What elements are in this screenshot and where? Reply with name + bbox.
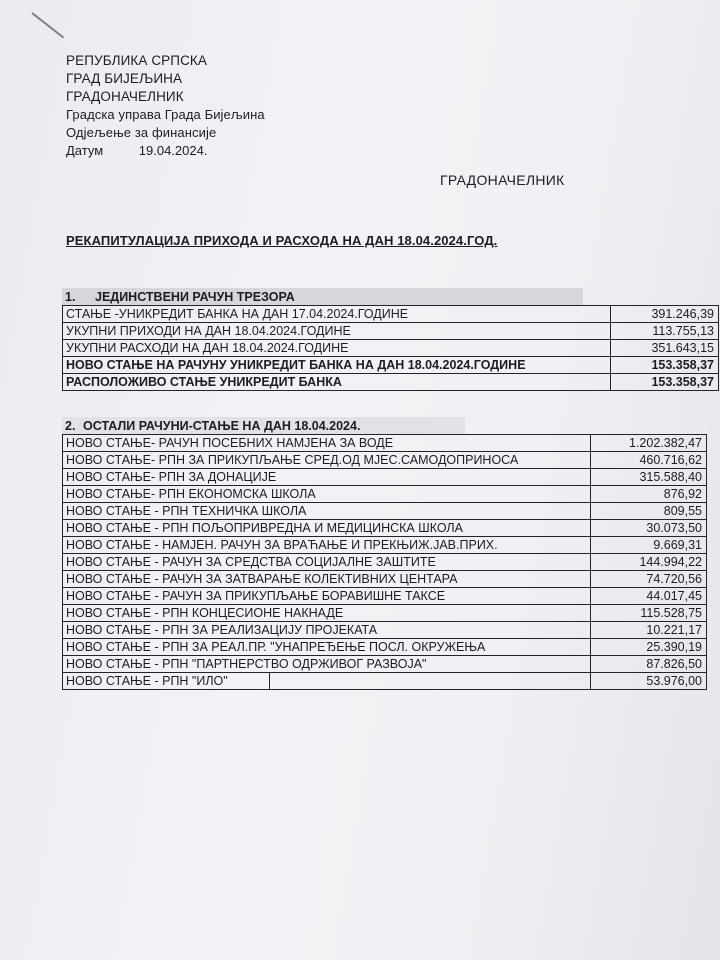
row-amount: 315.588,40 (591, 469, 707, 486)
table-row (63, 588, 707, 605)
row-label: НОВО СТАЊЕ - РАЧУН ЗА ПРИКУПЉАЊЕ БОРАВИШНЕ ТАКСЕ (63, 588, 591, 605)
row-label: НОВО СТАЊЕ - РПН "ПАРТНЕРСТВО ОДРЖИВОГ РАЗВОЈА" (63, 656, 591, 673)
row-label: УКУПНИ РАСХОДИ НА ДАН 18.04.2024.ГОДИНЕ (63, 340, 611, 357)
row-label: НОВО СТАЊЕ- РПН ЗА ПРИКУПЉАЊЕ СРЕД.ОД МЈЕС.САМОДОПРИНОСА (63, 452, 591, 469)
table-row (63, 673, 707, 690)
other-accounts-table (62, 434, 707, 690)
letterhead-line: ГРАД БИЈЕЉИНА (66, 71, 183, 86)
table-row (63, 357, 719, 374)
row-label: НОВО СТАЊЕ - РПН КОНЦЕСИОНЕ НАКНАДЕ (63, 605, 591, 622)
table-row (63, 452, 707, 469)
row-amount: 87.826,50 (591, 656, 707, 673)
row-amount: 115.528,75 (591, 605, 707, 622)
section-2-number: 2. (65, 419, 76, 433)
section-1-heading (62, 288, 583, 305)
row-amount: 53.976,00 (591, 673, 707, 690)
row-label: НОВО СТАЊЕ - РАЧУН ЗА СРЕДСТВА СОЦИЈАЛНЕ ЗАШТИТЕ (63, 554, 591, 571)
row-label-cell (63, 673, 591, 690)
row-amount: 9.669,31 (591, 537, 707, 554)
table-row (63, 340, 719, 357)
table-row (63, 486, 707, 503)
row-label: НОВО СТАЊЕ - РПН ПОЉОПРИВРЕДНА И МЕДИЦИНСКА ШКОЛА (63, 520, 591, 537)
row-label: НОВО СТАЊЕ- РПН ЕКОНОМСКА ШКОЛА (63, 486, 591, 503)
row-label: УКУПНИ ПРИХОДИ НА ДАН 18.04.2024.ГОДИНЕ (63, 323, 611, 340)
table-row (63, 554, 707, 571)
recipient: ГРАДОНАЧЕЛНИК (440, 172, 565, 188)
row-label: НОВО СТАЊЕ- РПН ЗА ДОНАЦИЈЕ (63, 469, 591, 486)
table-row (63, 503, 707, 520)
section-1-number: 1. (65, 290, 76, 304)
table-row (63, 656, 707, 673)
row-label: НОВО СТАЊЕ - РАЧУН ЗА ЗАТВАРАЊЕ КОЛЕКТИВНИХ ЦЕНТАРА (63, 571, 591, 588)
letterhead-line: Градска управа Града Бијељина (66, 107, 265, 122)
row-label: НОВО СТАЊЕ - РПН ТЕХНИЧКА ШКОЛА (63, 503, 591, 520)
treasury-account-table (62, 305, 719, 391)
section-2-title: ОСТАЛИ РАЧУНИ-СТАЊЕ НА ДАН 18.04.2024. (83, 419, 361, 433)
table-row (63, 639, 707, 656)
table-row (63, 374, 719, 391)
row-amount: 153.358,37 (611, 374, 719, 391)
row-amount: 876,92 (591, 486, 707, 503)
table-row (63, 469, 707, 486)
row-label: НОВО СТАЊЕ- РАЧУН ПОСЕБНИХ НАМЈЕНА ЗА ВОДЕ (63, 435, 591, 452)
pen-mark (31, 12, 64, 38)
row-amount: 391.246,39 (611, 306, 719, 323)
row-amount: 1.202.382,47 (591, 435, 707, 452)
date-value: 19.04.2024. (138, 143, 208, 158)
table-row (63, 622, 707, 639)
table-row (63, 520, 707, 537)
row-amount: 113.755,13 (611, 323, 719, 340)
table-row (63, 306, 719, 323)
row-amount: 351.643,15 (611, 340, 719, 357)
letterhead-line: РЕПУБЛИКА СРПСКА (66, 53, 208, 68)
document-title: РЕКАПИТУЛАЦИЈА ПРИХОДА И РАСХОДА НА ДАН 18.04.2024.ГОД. (66, 233, 498, 248)
table-row (63, 323, 719, 340)
row-label: НОВО СТАЊЕ - РПН "ИЛО" (63, 673, 270, 689)
row-amount: 809,55 (591, 503, 707, 520)
row-amount: 74.720,56 (591, 571, 707, 588)
letterhead (66, 52, 265, 160)
row-label: РАСПОЛОЖИВО СТАЊЕ УНИКРЕДИТ БАНКА (63, 374, 611, 391)
table-row (63, 571, 707, 588)
row-label: НОВО СТАЊЕ НА РАЧУНУ УНИКРЕДИТ БАНКА НА ДАН 18.04.2024.ГОДИНЕ (63, 357, 611, 374)
row-amount: 25.390,19 (591, 639, 707, 656)
date-row (66, 142, 265, 160)
table-row (63, 537, 707, 554)
row-amount: 460.716,62 (591, 452, 707, 469)
date-label: Датум (66, 143, 104, 158)
table-row (63, 605, 707, 622)
table-row (63, 435, 707, 452)
section-2-heading (62, 417, 465, 434)
row-label: СТАЊЕ -УНИКРЕДИТ БАНКА НА ДАН 17.04.2024.ГОДИНЕ (63, 306, 611, 323)
row-label: НОВО СТАЊЕ - НАМЈЕН. РАЧУН ЗА ВРАЋАЊЕ И ПРЕКЊИЖ.ЈАВ.ПРИХ. (63, 537, 591, 554)
row-amount: 30.073,50 (591, 520, 707, 537)
letterhead-line: Одјељење за финансије (66, 125, 217, 140)
row-amount: 144.994,22 (591, 554, 707, 571)
row-label: НОВО СТАЊЕ - РПН ЗА РЕАЛ.ПР. "УНАПРЕЂЕЊЕ ПОСЛ. ОКРУЖЕЊА (63, 639, 591, 656)
letterhead-line: ГРАДОНАЧЕЛНИК (66, 89, 184, 104)
row-amount: 153.358,37 (611, 357, 719, 374)
row-amount: 44.017,45 (591, 588, 707, 605)
section-1-title: ЈЕДИНСТВЕНИ РАЧУН ТРЕЗОРА (95, 290, 295, 304)
row-label: НОВО СТАЊЕ - РПН ЗА РЕАЛИЗАЦИЈУ ПРОЈЕКАТА (63, 622, 591, 639)
row-amount: 10.221,17 (591, 622, 707, 639)
